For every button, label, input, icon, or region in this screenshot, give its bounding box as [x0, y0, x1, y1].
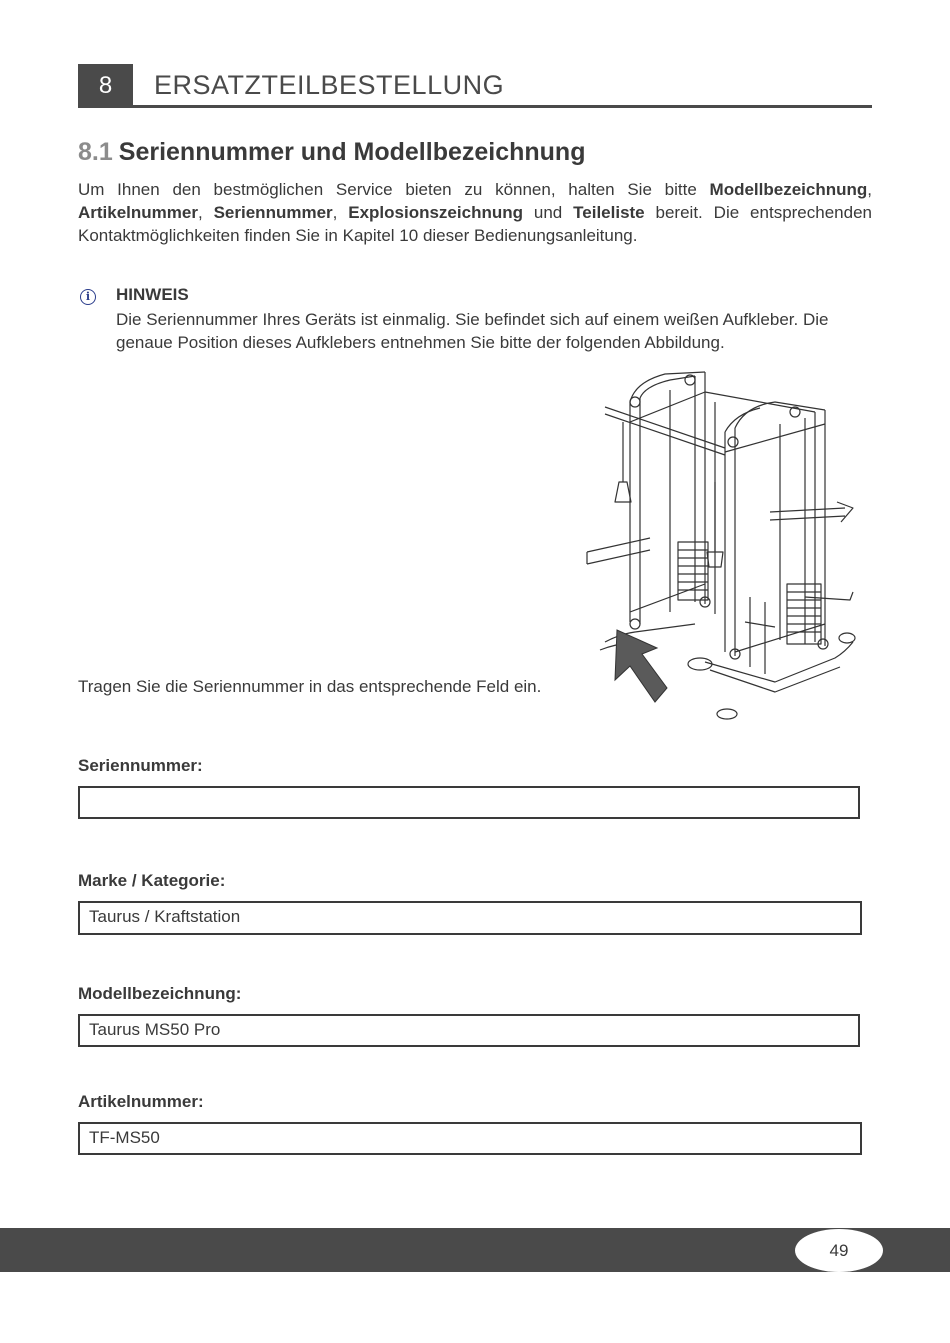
intro-bold-article: Artikelnummer — [78, 203, 198, 222]
serial-field[interactable] — [78, 786, 860, 819]
intro-text: Um Ihnen den bestmöglichen Service bieten zu können, halten Sie bitte — [78, 180, 710, 199]
section-title: Seriennummer und Modellbezeichnung — [118, 138, 586, 166]
page-number: 49 — [795, 1229, 883, 1272]
intro-text: und — [523, 203, 574, 222]
brand-label: Marke / Kategorie: — [78, 871, 226, 890]
chapter-number: 8 — [78, 64, 133, 108]
intro-bold-model: Modellbezeichnung — [709, 180, 868, 199]
location-arrow — [615, 630, 667, 702]
brand-field[interactable]: Taurus / Kraftstation — [78, 901, 862, 935]
intro-text: bereit. Die entsprechenden Kontaktmöglichkeiten finden Sie in Kapitel 10 dieser Bedienungsanleitung. — [78, 203, 872, 245]
chapter-title: ERSATZTEILBESTELLUNG — [154, 70, 505, 100]
article-field[interactable]: TF-MS50 — [78, 1122, 862, 1155]
model-label: Modellbezeichnung: — [78, 984, 242, 1003]
article-label: Artikelnummer: — [78, 1092, 204, 1111]
note-text: Die Seriennummer Ihres Geräts ist einmalig. Sie befindet sich auf einem weißen Aufkleber. Die genaue Position dieses Aufklebers entnehmen Sie bitte der folgenden Abbildung. — [116, 310, 829, 352]
intro-text: , — [867, 180, 872, 199]
section-number: 8.1 — [78, 138, 113, 166]
chapter-rule — [133, 105, 872, 108]
intro-text: , — [197, 203, 214, 222]
info-icon: i — [80, 289, 96, 305]
intro-bold-serial: Seriennummer — [213, 203, 333, 222]
model-field[interactable]: Taurus MS50 Pro — [78, 1014, 860, 1047]
serial-hint: Tragen Sie die Seriennummer in das entsprechende Feld ein. — [78, 677, 542, 696]
intro-bold-partslist: Teileliste — [573, 203, 645, 222]
section-heading — [78, 138, 585, 167]
note-title: HINWEIS — [116, 285, 189, 304]
chapter-header — [78, 64, 872, 108]
serial-label: Seriennummer: — [78, 756, 203, 775]
intro-text: , — [332, 203, 349, 222]
intro-paragraph — [78, 178, 872, 247]
machine-illustration — [575, 362, 875, 722]
intro-bold-explosion: Explosionszeichnung — [348, 203, 523, 222]
